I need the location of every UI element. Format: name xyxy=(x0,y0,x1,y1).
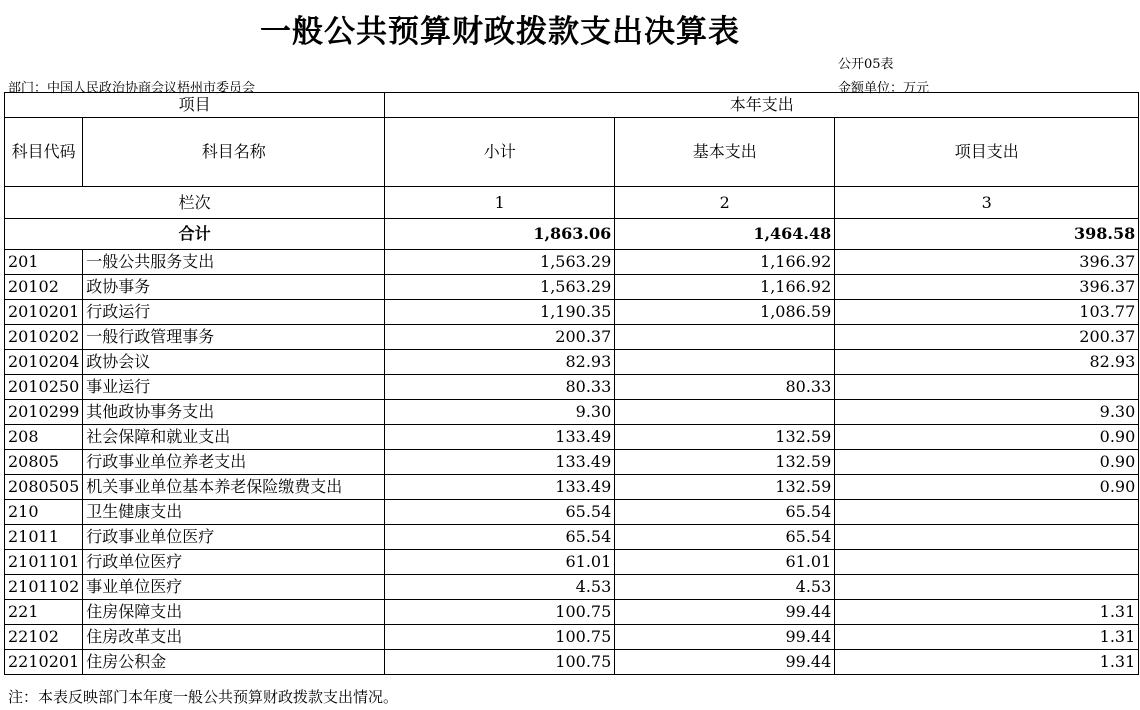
row-project: 396.37 xyxy=(835,250,1139,275)
row-subtotal: 100.75 xyxy=(385,600,615,625)
row-project: 0.90 xyxy=(835,475,1139,500)
row-code: 2010202 xyxy=(5,325,83,350)
row-name: 机关事业单位基本养老保险缴费支出 xyxy=(83,475,385,500)
row-subtotal: 65.54 xyxy=(385,500,615,525)
row-code: 2010204 xyxy=(5,350,83,375)
header-name: 科目名称 xyxy=(83,118,385,187)
row-name: 其他政协事务支出 xyxy=(83,400,385,425)
row-basic: 132.59 xyxy=(615,450,835,475)
total-basic: 1,464.48 xyxy=(615,219,835,250)
table-row xyxy=(5,450,1139,475)
row-basic: 1,086.59 xyxy=(615,300,835,325)
footnote: 注：本表反映部门本年度一般公共预算财政拨款支出情况。 xyxy=(8,688,399,706)
row-subtotal: 1,190.35 xyxy=(385,300,615,325)
row-code: 210 xyxy=(5,500,83,525)
row-name: 住房保障支出 xyxy=(83,600,385,625)
row-subtotal: 80.33 xyxy=(385,375,615,400)
column-number-row xyxy=(5,187,1139,219)
row-basic: 61.01 xyxy=(615,550,835,575)
row-code: 221 xyxy=(5,600,83,625)
table-row xyxy=(5,400,1139,425)
header-row-1 xyxy=(5,93,1139,118)
row-name: 住房改革支出 xyxy=(83,625,385,650)
row-code: 2210201 xyxy=(5,650,83,675)
table-row xyxy=(5,575,1139,600)
row-name: 住房公积金 xyxy=(83,650,385,675)
row-basic xyxy=(615,400,835,425)
row-project: 200.37 xyxy=(835,325,1139,350)
row-name: 行政事业单位医疗 xyxy=(83,525,385,550)
row-code: 20805 xyxy=(5,450,83,475)
row-project: 103.77 xyxy=(835,300,1139,325)
table-row xyxy=(5,625,1139,650)
row-name: 一般行政管理事务 xyxy=(83,325,385,350)
department-label: 部门：中国人民政治协商会议梧州市委员会 xyxy=(8,81,256,96)
row-basic: 132.59 xyxy=(615,475,835,500)
row-project: 1.31 xyxy=(835,625,1139,650)
row-basic: 4.53 xyxy=(615,575,835,600)
row-code: 208 xyxy=(5,425,83,450)
row-project xyxy=(835,525,1139,550)
row-subtotal: 133.49 xyxy=(385,450,615,475)
row-subtotal: 65.54 xyxy=(385,525,615,550)
row-project xyxy=(835,375,1139,400)
page-title: 一般公共预算财政拨款支出决算表 xyxy=(260,14,740,50)
column-number-label: 栏次 xyxy=(5,187,385,219)
row-project: 1.31 xyxy=(835,600,1139,625)
table-row xyxy=(5,550,1139,575)
row-name: 卫生健康支出 xyxy=(83,500,385,525)
row-code: 2101101 xyxy=(5,550,83,575)
table-row xyxy=(5,300,1139,325)
row-basic: 65.54 xyxy=(615,525,835,550)
row-basic xyxy=(615,325,835,350)
header-row-2 xyxy=(5,118,1139,187)
total-subtotal: 1,863.06 xyxy=(385,219,615,250)
row-subtotal: 1,563.29 xyxy=(385,275,615,300)
row-project: 0.90 xyxy=(835,450,1139,475)
row-basic xyxy=(615,350,835,375)
row-code: 2010201 xyxy=(5,300,83,325)
row-name: 政协会议 xyxy=(83,350,385,375)
table-row xyxy=(5,350,1139,375)
row-subtotal: 100.75 xyxy=(385,625,615,650)
row-subtotal: 9.30 xyxy=(385,400,615,425)
row-basic: 99.44 xyxy=(615,650,835,675)
total-label: 合计 xyxy=(5,219,385,250)
row-code: 2010299 xyxy=(5,400,83,425)
row-project: 1.31 xyxy=(835,650,1139,675)
row-basic: 65.54 xyxy=(615,500,835,525)
column-number-1: 1 xyxy=(385,187,615,219)
row-subtotal: 133.49 xyxy=(385,425,615,450)
row-code: 20102 xyxy=(5,275,83,300)
row-code: 2080505 xyxy=(5,475,83,500)
unit-label: 金额单位：万元 xyxy=(838,81,930,96)
table-row xyxy=(5,375,1139,400)
row-name: 行政事业单位养老支出 xyxy=(83,450,385,475)
row-subtotal: 1,563.29 xyxy=(385,250,615,275)
row-subtotal: 200.37 xyxy=(385,325,615,350)
row-project xyxy=(835,575,1139,600)
header-code: 科目代码 xyxy=(5,118,83,187)
header-project: 项目支出 xyxy=(835,118,1139,187)
row-name: 行政运行 xyxy=(83,300,385,325)
row-subtotal: 61.01 xyxy=(385,550,615,575)
table-row xyxy=(5,600,1139,625)
row-basic: 99.44 xyxy=(615,625,835,650)
row-project xyxy=(835,550,1139,575)
row-name: 事业运行 xyxy=(83,375,385,400)
row-name: 社会保障和就业支出 xyxy=(83,425,385,450)
row-subtotal: 4.53 xyxy=(385,575,615,600)
column-number-2: 2 xyxy=(615,187,835,219)
expenditure-table xyxy=(4,92,1139,675)
table-row xyxy=(5,525,1139,550)
row-code: 2010250 xyxy=(5,375,83,400)
row-subtotal: 82.93 xyxy=(385,350,615,375)
row-project: 396.37 xyxy=(835,275,1139,300)
row-subtotal: 100.75 xyxy=(385,650,615,675)
row-code: 22102 xyxy=(5,625,83,650)
row-project xyxy=(835,500,1139,525)
row-basic: 1,166.92 xyxy=(615,275,835,300)
header-current-year: 本年支出 xyxy=(385,93,1139,118)
header-basic: 基本支出 xyxy=(615,118,835,187)
row-name: 政协事务 xyxy=(83,275,385,300)
table-row xyxy=(5,425,1139,450)
header-item: 项目 xyxy=(5,93,385,118)
row-code: 2101102 xyxy=(5,575,83,600)
row-project: 82.93 xyxy=(835,350,1139,375)
row-code: 201 xyxy=(5,250,83,275)
table-row xyxy=(5,250,1139,275)
row-name: 行政单位医疗 xyxy=(83,550,385,575)
table-row xyxy=(5,500,1139,525)
row-code: 21011 xyxy=(5,525,83,550)
row-basic: 132.59 xyxy=(615,425,835,450)
row-basic: 1,166.92 xyxy=(615,250,835,275)
row-project: 0.90 xyxy=(835,425,1139,450)
row-project: 9.30 xyxy=(835,400,1139,425)
row-name: 事业单位医疗 xyxy=(83,575,385,600)
total-project: 398.58 xyxy=(835,219,1139,250)
row-subtotal: 133.49 xyxy=(385,475,615,500)
row-basic: 80.33 xyxy=(615,375,835,400)
table-row xyxy=(5,475,1139,500)
table-row xyxy=(5,275,1139,300)
table-row xyxy=(5,650,1139,675)
form-code: 公开05表 xyxy=(838,57,894,72)
row-basic: 99.44 xyxy=(615,600,835,625)
total-row xyxy=(5,219,1139,250)
row-name: 一般公共服务支出 xyxy=(83,250,385,275)
header-subtotal: 小计 xyxy=(385,118,615,187)
table-row xyxy=(5,325,1139,350)
column-number-3: 3 xyxy=(835,187,1139,219)
